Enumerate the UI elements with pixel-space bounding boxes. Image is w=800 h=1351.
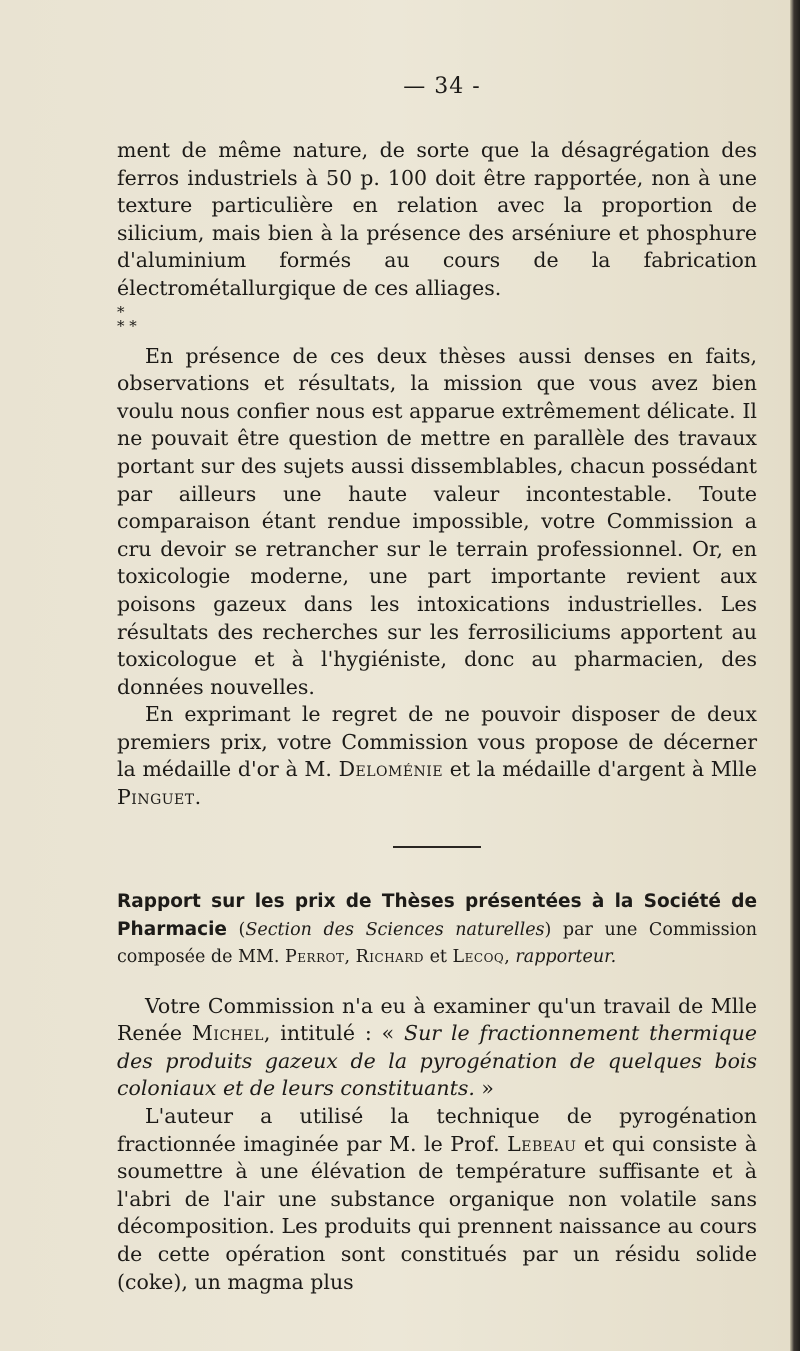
- medals-text-3: .: [194, 785, 202, 810]
- page-content: [117, 74, 757, 1296]
- body-text: [117, 137, 757, 812]
- paragraph-thesis: [117, 993, 757, 1103]
- binding-edge: [790, 0, 800, 1351]
- section-divider: [393, 846, 481, 848]
- paragraph-technique: [117, 1103, 757, 1296]
- laureate-name-1: Deloménie: [338, 757, 444, 782]
- asterism-bottom: * *: [117, 316, 137, 335]
- thesis-text-3: »: [474, 1076, 494, 1101]
- member-name-2: Richard: [355, 946, 424, 967]
- author-name: Michel: [191, 1021, 264, 1046]
- member-separator-1: ,: [344, 946, 356, 967]
- medals-text-1: En exprimant le regret de ne pouvoir disposer de deux premiers prix, votre Commission vous propose de décerner la médaille d'or à M.: [117, 702, 757, 782]
- thesis-text-2: , intitulé : «: [263, 1021, 405, 1046]
- report-section: Section des Sciences naturelles: [245, 919, 545, 940]
- page-number: — 34 -: [403, 74, 481, 99]
- thesis-text-1: Votre Commission n'a eu à examiner qu'un travail de Mlle Renée: [117, 993, 757, 1046]
- professor-name: Lebeau: [507, 1131, 577, 1156]
- report-body: [117, 993, 757, 1297]
- member-separator-3: ,: [504, 946, 516, 967]
- thesis-title: Sur le fractionnement thermique des produits gazeux de la pyrogénation de quelques bois coloniaux et de leurs constituants.: [117, 1021, 758, 1101]
- paragraph-continuation: ment de même nature, de sorte que la désagrégation des ferros industriels à 50 p. 100 doit être rapportée, non à une texture particulière en relation avec la proportion de silicium, mais bien à la présence des arséniure et phosphure d'aluminium formés au cours de la fabrication électrométallurgique de ces alliages.: [117, 138, 757, 300]
- report-heading: [117, 888, 757, 971]
- medals-text-2: et la médaille d'argent à Mlle: [443, 757, 757, 782]
- asterism: [117, 302, 757, 339]
- member-name-1: Perrot: [285, 946, 345, 967]
- paragraph-commission: En présence de ces deux thèses aussi denses en faits, observations et résultats, la mission que vous avez bien voulu nous confier nous est apparue extrêmement délicate. Il ne pouvait être question de mettre en parallèle des travaux portant sur des sujets aussi dissemblables, chacun possédant par ailleurs une haute valeur incontestable. Toute comparaison étant rendue impossible, votre Commission a cru devoir se retrancher sur le terrain professionnel. Or, en toxicologie moderne, une part importante revient aux poisons gazeux dans les intoxications industrielles. Les résultats des recherches sur les ferrosiliciums apportent au toxicologue et à l'hygiéniste, donc au pharmacien, des données nouvelles.: [117, 343, 757, 699]
- technique-text-1: L'auteur a utilisé la technique de pyrogénation fractionnée imaginée par M. le Prof.: [117, 1104, 757, 1156]
- asterism-top: *: [117, 302, 125, 321]
- technique-text-2: et qui consiste à soumettre à une élévation de température suffisante et à l'abri de l'air une substance organique non volatile sans décomposition. Les produits qui prennent naissance au cours de cette opération sont constitués par un résidu solide (coke), un magma plus: [117, 1131, 757, 1294]
- report-title: Rapport sur les prix de Thèses présentées à la Société de Pharmacie: [117, 890, 757, 940]
- member-name-3: Lecoq: [452, 946, 505, 967]
- member-separator-2: et: [424, 946, 453, 967]
- paragraph-medals: [117, 701, 757, 811]
- laureate-name-2: Pinguet: [117, 785, 195, 810]
- report-heading-text-1: (: [226, 919, 246, 940]
- rapporteur-role: rapporteur.: [515, 946, 617, 967]
- report-heading-text-2: ) par une Commission composée de MM.: [117, 919, 758, 967]
